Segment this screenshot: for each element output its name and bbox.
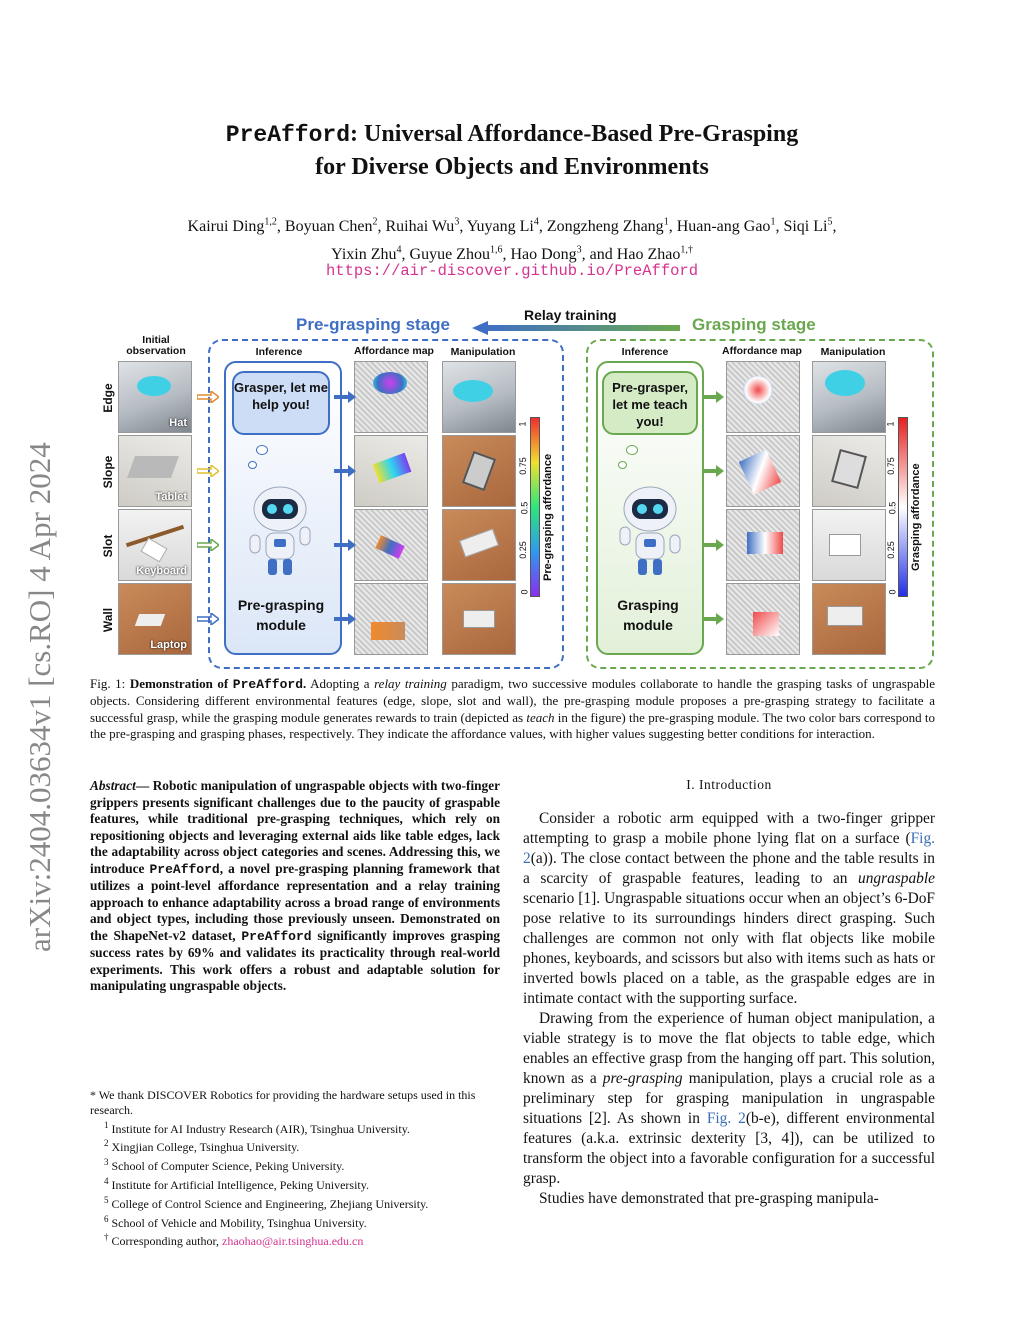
object-label-hat: Hat [169, 417, 187, 429]
paper-title [100, 118, 924, 183]
affordance-region [747, 532, 783, 554]
footnote: $^3$ School of Computer Science, Peking University. [104, 1157, 345, 1174]
pre-grasping-module-label: Pre-grasping module [237, 597, 325, 633]
corresponding-email-link[interactable]: zhaohao@air.tsinghua.edu.cn [222, 1234, 364, 1249]
keyboard-object [459, 528, 499, 557]
pre-affordance-edge [354, 361, 428, 433]
row-label-edge: Edge [101, 383, 115, 413]
author: Kairui Ding$^{1,2}$, [187, 217, 285, 236]
figure-1 [100, 305, 940, 670]
initial-wall-image [118, 583, 192, 655]
author: Hao Dong$^3$, and [510, 244, 617, 263]
object-label-tablet: Tablet [155, 491, 187, 503]
initial-edge-image [118, 361, 192, 433]
title-line2: for Diverse Objects and Environments [315, 154, 709, 180]
pre-grasping-stage-title: Pre-grasping stage [296, 315, 450, 334]
keyboard-object [829, 534, 861, 556]
grasp-manipulation-edge [812, 361, 886, 433]
arrow-module-out [334, 613, 356, 625]
arrow-wall [197, 613, 219, 625]
robot-icon [610, 483, 690, 579]
pre-affordance-slot [354, 509, 428, 581]
abstract-lead: Abstract [90, 778, 136, 793]
author: Boyuan Chen$^2$, [284, 217, 386, 236]
arxiv-stamp [6, 340, 68, 960]
grasp-cbar-tick-0.25: 0.25 [885, 541, 896, 559]
author: Huan-ang Gao$^1$, [676, 217, 784, 236]
col-initial-observation: Initial observation [126, 334, 186, 357]
author: Yixin Zhu$^4$, [331, 244, 410, 263]
arrow-edge [197, 391, 219, 403]
grasping-colorbar [898, 417, 908, 597]
method-name: PreAfford [149, 861, 220, 877]
grasp-cbar-tick-1: 1 [885, 421, 896, 427]
pre-cbar-title: Pre-grasping affordance [542, 453, 554, 581]
hat-object [453, 380, 493, 402]
grasp-manipulation-slope [812, 435, 886, 507]
pre-grasping-speech-bubble: Grasper, let me help you! [232, 371, 330, 435]
method-name: PreAfford [225, 122, 351, 148]
laptop-object [135, 614, 165, 626]
initial-slot-image [118, 509, 192, 581]
thought-dot [248, 461, 257, 469]
pre-manipulation-edge [442, 361, 516, 433]
grasp-affordance-edge [726, 361, 800, 433]
grasping-stage-title: Grasping stage [692, 315, 816, 334]
robot-icon [240, 483, 320, 579]
pre-cbar-tick-1: 1 [517, 421, 528, 427]
grasp-cbar-title: Grasping affordance [910, 463, 922, 571]
author: Zongzheng Zhang$^1$, [546, 217, 677, 236]
initial-slope-image [118, 435, 192, 507]
footnote: † Corresponding author, zhaohao@air.tsinghua.edu.cn [104, 1232, 364, 1249]
fig-2-link[interactable]: Fig. 2 [523, 830, 935, 867]
hat-object [825, 370, 865, 396]
pre-cbar-tick-0.5: 0.5 [519, 501, 530, 515]
pre-manipulation-wall [442, 583, 516, 655]
grasp-affordance-slope [726, 435, 800, 507]
grasp-cbar-tick-0.5: 0.5 [887, 501, 898, 515]
grasp-cbar-tick-0: 0 [887, 589, 898, 595]
footnote: $^6$ School of Vehicle and Mobility, Tsinghua University. [104, 1213, 367, 1230]
affordance-region [373, 372, 407, 394]
section-heading-introduction: I. Introduction [686, 777, 772, 792]
laptop-object [827, 606, 863, 626]
grasp-affordance-slot [726, 509, 800, 581]
footnote: $^4$ Institute for Artificial Intelligence, Peking University. [104, 1175, 369, 1192]
hat-object [137, 376, 171, 396]
tablet-object [831, 449, 867, 489]
arrow-module-out [334, 465, 356, 477]
footnote: * We thank DISCOVER Robotics for providing the hardware setups used in this research. [90, 1088, 476, 1117]
row-label-wall: Wall [101, 607, 115, 633]
row-label-slope: Slope [101, 455, 115, 489]
caption-label: Fig. 1: [90, 676, 130, 691]
pre-affordance-slope [354, 435, 428, 507]
arrow-module-out [702, 391, 724, 403]
col-manipulation-grasp: Manipulation [820, 346, 886, 358]
footnote: $^2$ Xingjian College, Tsinghua University. [104, 1138, 300, 1155]
author: Guyue Zhou$^{1,6}$, [409, 244, 511, 263]
relay-arrow [472, 321, 682, 335]
grasp-cbar-tick-0.75: 0.75 [885, 457, 896, 475]
pre-manipulation-slot [442, 509, 516, 581]
footnote: $^5$ College of Control Science and Engineering, Zhejiang University. [104, 1194, 429, 1211]
pre-affordance-wall [354, 583, 428, 655]
arrow-module-out [334, 391, 356, 403]
relay-training-label: Relay training [524, 307, 617, 323]
arrow-slot [197, 539, 219, 551]
laptop-object [463, 610, 495, 628]
pre-cbar-tick-0.75: 0.75 [517, 457, 528, 475]
title-line1: : Universal Affordance-Based Pre-Grasping [350, 121, 799, 147]
row-label-slot: Slot [101, 534, 115, 558]
pre-manipulation-slope [442, 435, 516, 507]
figure-caption: Fig. 1: Demonstration of PreAfford. Adopting a relay training paradigm, two successive modules collaborate to handle the grasping tasks of ungraspable objects. Considering different environmental features (edge, slope, slot and wall), the pre-grasping module proposes a pre-grasping strategy to facilitate a successful grasp, while the grasping module generates rewards to train (depicted as teach in the figure) the pre-grasping module. The two color bars correspond to the pre-grasping and grasping phases, respectively. They indicate the affordance values, with higher values suggesting better conditions for interaction. [90, 676, 935, 742]
abstract: Abstract— Robotic manipulation of ungraspable objects with two-finger grippers presents significant challenges due to the paucity of graspable features, while traditional pre-grasping techniques, which rely on repositioning objects and leveraging external aids like table edges, lack the adaptability across object categories and scenes. Addressing this, we introduce PreAfford, a novel pre-grasping planning framework that utilizes a point-level affordance representation and a relay training approach to enhance adaptability across a broad range of environments and object types, including those previously unseen. Demonstrated on the ShapeNet-v2 dataset, PreAfford significantly improves grasping success rates by 69% and validates its practicality through real-world experiments. This work offers a robust and adaptable solution for manipulating ungraspable objects. [90, 778, 500, 993]
affordance-region [373, 453, 412, 483]
grasp-affordance-wall [726, 583, 800, 655]
col-affordance-pre: Affordance map [354, 345, 434, 357]
col-inference-pre: Inference [255, 346, 303, 358]
grasping-speech-bubble: Pre-grasper, let me teach you! [602, 371, 698, 435]
author: Siqi Li$^5$, [783, 217, 837, 236]
arrow-module-out [702, 465, 724, 477]
author: Hao Zhao$^{1,\dagger}$ [616, 244, 693, 263]
col-inference-grasp: Inference [621, 346, 669, 358]
grasp-manipulation-wall [812, 583, 886, 655]
arrow-slope [197, 465, 219, 477]
intro-paragraph: Consider a robotic arm equipped with a two-finger gripper attempting to grasp a mobile phone lying flat on a surface (Fig. 2(a)). The close contact between the phone and the table results in a scarcity of graspable features, leading to an ungraspable scenario [1]. Ungraspable situations occur when an object’s 6-DoF pose relative to its surroundings hinders direct grasping. Such challenges are common not only with flat objects like mobile phones, keyboards, and scissors but also with items such as hats or inverted bowls placed on a table, as the graspable edges are in intimate contact with the supporting surface. [523, 810, 935, 1007]
thought-dot [618, 461, 627, 469]
affordance-region [739, 449, 781, 494]
footnotes [90, 1088, 500, 1249]
grasping-module-label: Grasping module [617, 597, 679, 633]
affordance-region [753, 612, 779, 636]
intro-paragraph: Studies have demonstrated that pre-grasping manipula- [539, 1190, 879, 1207]
footnote: $^1$ Institute for AI Industry Research (AIR), Tsinghua University. [104, 1119, 410, 1136]
affordance-region [375, 535, 404, 559]
arrow-module-out [702, 613, 724, 625]
affordance-region [743, 376, 773, 404]
author-list [100, 211, 924, 266]
fig-2-link[interactable]: Fig. 2 [706, 1110, 746, 1127]
pre-cbar-tick-0.25: 0.25 [517, 541, 528, 559]
object-label-keyboard: Keyboard [136, 565, 187, 577]
arrow-module-out [334, 539, 356, 551]
col-affordance-grasp: Affordance map [722, 345, 802, 357]
author: Yuyang Li$^4$, [466, 217, 547, 236]
pre-grasping-colorbar [530, 417, 540, 597]
affordance-region [371, 622, 405, 640]
method-name: PreAfford [241, 928, 312, 944]
tablet-object [462, 451, 496, 491]
author: Ruihai Wu$^3$, [385, 217, 467, 236]
method-name: PreAfford [232, 677, 304, 692]
pre-cbar-tick-0: 0 [519, 589, 530, 595]
arrow-module-out [702, 539, 724, 551]
col-manipulation-pre: Manipulation [450, 346, 516, 358]
project-link[interactable]: https://air-discover.github.io/PreAfford [325, 262, 699, 280]
grasp-manipulation-slot [812, 509, 886, 581]
tablet-object [127, 456, 179, 478]
intro-paragraph: Drawing from the experience of human object manipulation, a viable strategy is to move the flat objects to table edge, which enables an effective grasp from the hanging off part. This solution, known as a pre-grasping manipulation, plays a crucial role as a preliminary step for grasping manipulation in ungraspable situations [2]. As shown in Fig. 2(b-e), different environmental features (a.k.a. extrinsic dexterity [3, 4]), can be utilized to transform the object into a favorable configuration for a successful grasp. [523, 1010, 935, 1187]
object-label-laptop: Laptop [150, 639, 187, 651]
arxiv-stamp-text: arXiv:2404.03634v1 [cs.RO] 4 Apr 2024 [22, 442, 57, 952]
thought-dot [256, 445, 268, 455]
thought-dot [626, 445, 638, 455]
introduction-text [523, 809, 935, 1209]
